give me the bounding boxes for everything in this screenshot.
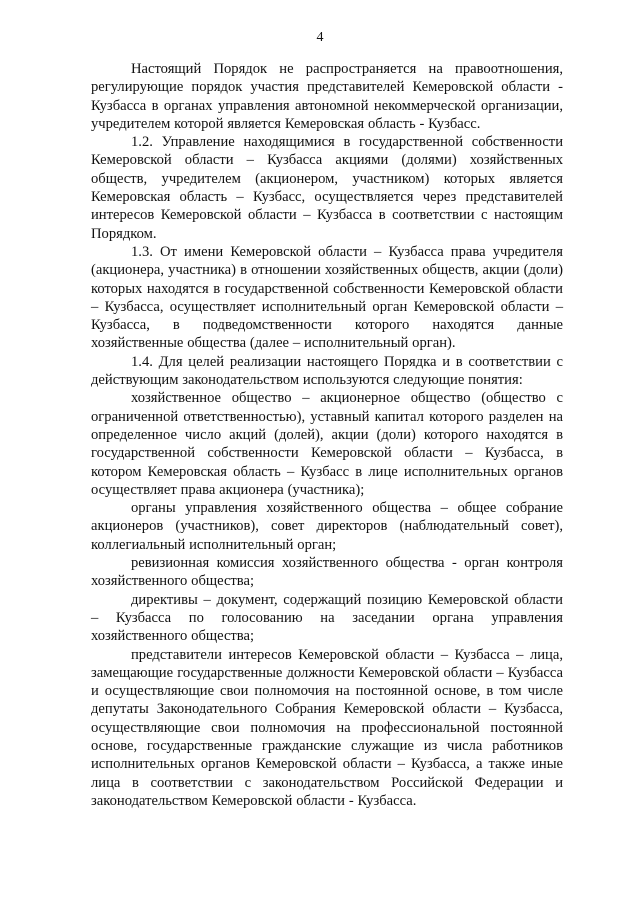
- paragraph-1-4: 1.4. Для целей реализации настоящего Порядка и в соответствии с действующим законодательством используются следующие понятия:: [91, 353, 563, 389]
- paragraph-scope-exclusion: Настоящий Порядок не распространяется на правоотношения, регулирующие порядок участия представителей Кемеровской области - Кузбасса в органах управления автономной некоммерческой организации, учредителем которой является Кемеровская область - Кузбасс.: [91, 61, 563, 132]
- page-number: 4: [316, 30, 324, 45]
- definition-representatives: представители интересов Кемеровской области – Кузбасса – лица, замещающие государственные должности Кемеровской области – Кузбасса и осуществляющие свои полномочия на постоянной основе, в том числе депутаты Законодательного Собрания Кемеровской области – Кузбасса, осуществляющие свои полномочия на профессиональной постоянной основе, государственные гражданские служащие из числа работников исполнительных органов Кемеровской области – Кузбасса, а также иные лица в соответствии с законодательством Российской Федерации и законодательством Кемеровской области - Кузбасса.: [91, 646, 563, 809]
- paragraph-1-2: 1.2. Управление находящимися в государственной собственности Кемеровской области – Кузбасса акциями (долями) хозяйственных обществ, учредителем (акционером, участником) которых является Кемеровская область – Кузбасс, осуществляется через представителей интересов Кемеровской области – Кузбасса в соответствии с настоящим Порядком.: [91, 134, 563, 242]
- paragraph-1-3: 1.3. От имени Кемеровской области – Кузбасса права учредителя (акционера, участника) в отношении хозяйственных обществ, акции (доли) которых находятся в государственной собственности Кемеровской области – Кузбасса, осуществляет исполнительный орган Кемеровской области – Кузбасса, в подведомственности которого находятся данные хозяйственные общества (далее – исполнительный орган).: [91, 243, 563, 352]
- document-body: [91, 60, 563, 810]
- definition-directives: директивы – документ, содержащий позицию Кемеровской области – Кузбасса по голосованию на заседании органа управления хозяйственного общества;: [91, 591, 563, 645]
- definition-audit-commission: ревизионная комиссия хозяйственного общества - орган контроля хозяйственного общества;: [91, 555, 563, 590]
- definition-management-bodies: органы управления хозяйственного общества – общее собрание акционеров (участников), совет директоров (наблюдательный совет), коллегиальный исполнительный орган;: [91, 500, 563, 553]
- definition-business-company: хозяйственное общество – акционерное общество (общество с ограниченной ответственностью), уставный капитал которого разделен на определенное число акций (долей), акции (доли) которого находятся в государственной собственности Кемеровской области – Кузбасса, в котором Кемеровская область – Кузбасс в лице исполнительных органов осуществляет права акционера (участника);: [91, 390, 563, 498]
